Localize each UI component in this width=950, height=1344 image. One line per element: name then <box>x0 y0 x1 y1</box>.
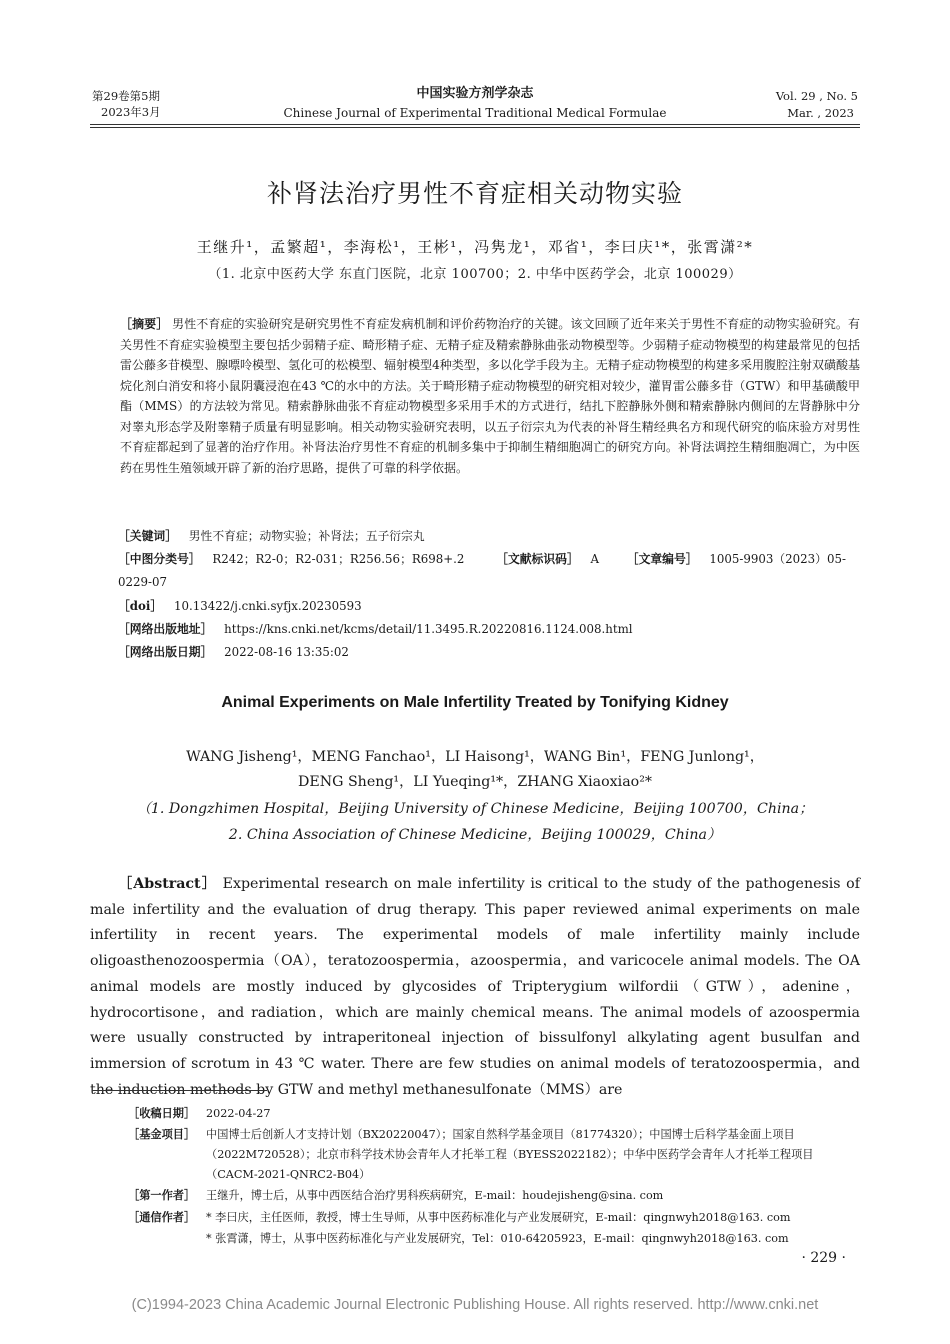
abstract-cn-label: ［摘要］ <box>120 317 169 331</box>
first-author <box>128 1186 663 1205</box>
paper-title-en: Animal Experiments on Male Infertility Treated by Tonifying Kidney <box>221 694 729 711</box>
article-no-label: ［文章编号］ <box>626 552 698 566</box>
affiliation-cn: （1. 北京中医药大学 东直门医院，北京 100700；2. 中华中医药学会，北京 100029） <box>208 267 742 282</box>
volume-issue: 第29卷第5期 <box>92 89 160 103</box>
corresponding-line1: * 李曰庆，主任医师，教授，博士生导师，从事中医药标准化与产业发展研究，E-mail：qingnwyh2018@163. com <box>206 1211 791 1224</box>
doi-value[interactable]: 10.13422/j.cnki.syfjx.20230593 <box>173 599 362 613</box>
corresponding-label: ［通信作者］ <box>128 1210 196 1224</box>
journal-name-cn: 中国实验方剂学杂志 <box>416 86 534 101</box>
authors-en-line1: WANG Jisheng¹，MENG Fanchao¹，LI Haisong¹，WANG Bin¹，FENG Junlong¹， <box>186 749 764 765</box>
doi-label: ［doi］ <box>118 599 163 613</box>
keywords <box>118 527 425 545</box>
affiliation-en-line2: 2. China Association of Chinese Medicine，Beijing 100029，China） <box>228 827 722 843</box>
online-address <box>118 620 633 638</box>
online-date-value: 2022-08-16 13:35:02 <box>224 645 349 659</box>
doc-code-label: ［文献标识码］ <box>496 552 579 566</box>
authors-en-line2: DENG Sheng¹，LI Yueqing¹*，ZHANG Xiaoxiao²* <box>297 774 653 790</box>
fund-line3: （CACM-2021-QNRC2-B04） <box>206 1168 371 1181</box>
abstract-en-text: Experimental research on male infertility is critical to the study of the pathogenesis of male infertility and the evaluation of drug therapy. This paper reviewed animal experiments on male infertility in recent years. The experimental models of male infertility mainly include oligoasthenozoospermia（OA），teratozoospermia，azoospermia，and varicocele animal models. The OA animal models are mostly induced by glycosides of Tripterygium wilfordii（GTW），adenine，hydrocortisone，and radiation，which are mainly chemical means. The animal models of azoospermia were usually constructed by intraperitoneal injection of bissulfonyl alkylating agent busulfan and immersion of scrotum in 43 ℃ water. There are few studies on animal models of teratozoospermia，and the induction methods by GTW and methyl methanesulfonate（MMS）are <box>90 876 860 1098</box>
header-rule-2 <box>90 127 860 128</box>
corresponding-line2: * 张霄潇，博士，从事中医药标准化与产业发展研究，Tel：010-64205923，E-mail：qingnwyh2018@163. com <box>206 1232 789 1245</box>
received-value: 2022-04-27 <box>206 1107 271 1120</box>
first-author-value: 王继升，博士后，从事中西医结合治疗男科疾病研究，E-mail：houdejisheng@sina. com <box>206 1189 664 1202</box>
online-date-label: ［网络出版日期］ <box>118 645 213 659</box>
page-number: · 229 · <box>801 1250 846 1266</box>
first-author-label: ［第一作者］ <box>128 1188 196 1202</box>
doi <box>118 597 362 615</box>
affiliation-en-line1: （1. Dongzhimen Hospital，Beijing University of Chinese Medicine，Beijing 100700，China； <box>136 801 814 817</box>
keywords-label: ［关键词］ <box>118 529 177 543</box>
corresponding-author <box>128 1208 790 1227</box>
paper-title-cn: 补肾法治疗男性不育症相关动物实验 <box>266 179 683 208</box>
article-no-value: 1005-9903（2023）05- <box>709 552 846 566</box>
abstract-en <box>90 872 860 1103</box>
fund-projects <box>128 1125 795 1144</box>
abstract-cn <box>120 314 860 478</box>
date-en: Mar. , 2023 <box>787 106 854 120</box>
issue-date: 2023年3月 <box>101 105 161 119</box>
online-date <box>118 643 349 661</box>
clc-label: ［中图分类号］ <box>118 552 201 566</box>
fund-label: ［基金项目］ <box>128 1127 196 1141</box>
keywords-text: 男性不育症；动物实验；补肾法；五子衍宗丸 <box>188 529 425 543</box>
abstract-cn-text: 男性不育症的实验研究是研究男性不育症发病机制和评价药物治疗的关键。该文回顾了近年来关于男性不育症的动物实验研究。有关男性不育症实验模型主要包括少弱精子症、畸形精子症、无精子症及精索静脉曲张动物模型等。少弱精子症动物模型的构建最常见的包括雷公藤多苷模型、腺嘌呤模型、氢化可的松模型、辐射模型4种类型，多以化学手段为主。无精子症动物模型的构建多采用腹腔注射双磺酸基烷化剂白消安和将小鼠阴囊浸泡在43 ℃的水中的方法。关于畸形精子症动物模型的研究相对较少，灌胃雷公藤多苷（GTW）和甲基磺酸甲酯（MMS）的方法较为常见。精索静脉曲张不育症动物模型多采用手术的方式进行，结扎下腔静脉外侧和精索静脉内侧间的左肾静脉中分对睾丸形态学及附睾精子质量有明显影响。相关动物实验研究表明，以五子衍宗丸为代表的补肾生精经典名方和现代研究的临床验方对男性不育症都起到了显著的治疗作用。补肾法治疗男性不育症的机制多集中于抑制生精细胞凋亡的研究方向。补肾法调控生精细胞凋亡，为中医药在男性生殖领域开辟了新的治疗思路，提供了可靠的科学依据。 <box>120 317 860 475</box>
footnote-rule <box>92 1090 267 1091</box>
volume-en: Vol. 29 , No. 5 <box>775 89 858 103</box>
doc-code-value: A <box>590 552 600 566</box>
classification <box>118 550 863 568</box>
copyright-footer: (C)1994-2023 China Academic Journal Electronic Publishing House. All rights reserved. http://www.cnki.net <box>131 1297 819 1313</box>
article-no-cont: 0229-07 <box>118 575 168 589</box>
clc-value: R242；R2-0；R2-031；R256.56；R698+.2 <box>212 552 465 566</box>
fund-line1: 中国博士后创新人才支持计划（BX20220047）；国家自然科学基金项目（81774320）；中国博士后科学基金面上项目 <box>206 1128 795 1141</box>
received-label: ［收稿日期］ <box>128 1106 196 1120</box>
online-address-link[interactable]: https://kns.cnki.net/kcms/detail/11.3495.R.20220816.1124.008.html <box>224 622 633 636</box>
fund-line2: （2022M720528）；北京市科学技术协会青年人才托举工程（BYESS2022182）；中华中医药学会青年人才托举工程项目 <box>206 1148 814 1161</box>
journal-name-en: Chinese Journal of Experimental Traditional Medical Formulae <box>283 106 667 120</box>
online-address-label: ［网络出版地址］ <box>118 622 213 636</box>
authors-cn: 王继升¹，孟繁超¹，李海松¹，王彬¹，冯隽龙¹，邓省¹，李曰庆¹*，张霄潇²* <box>196 238 754 256</box>
abstract-en-label: ［Abstract］ <box>118 876 217 892</box>
header-rule <box>90 124 860 125</box>
received-date <box>128 1104 271 1123</box>
